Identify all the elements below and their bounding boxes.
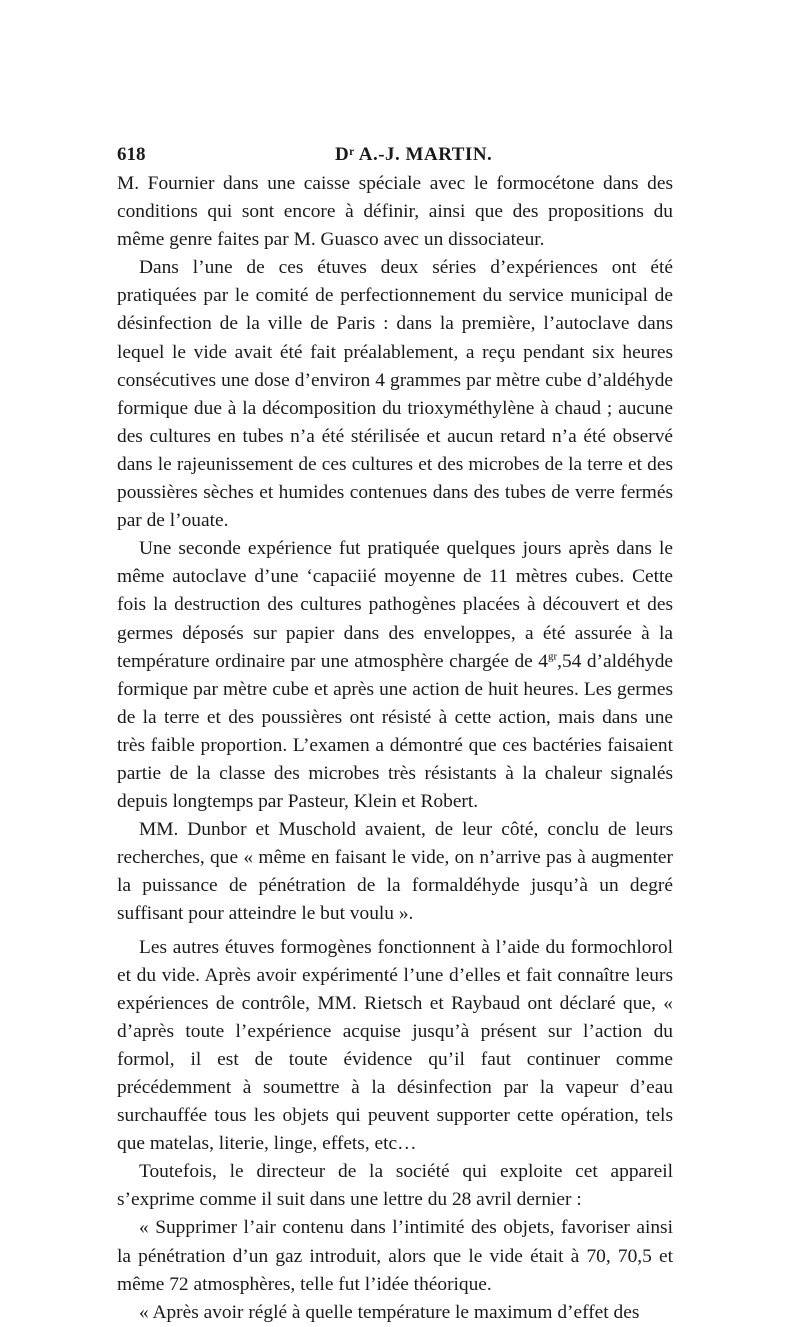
paragraph: Dans l’une de ces étuves deux séries d’expériences ont été pratiquées par le comité de perfectionnement du service municipal de désinfection de la ville de Paris : dans la première, l’autoclave dans lequel le vide avait été fait préalablement, a reçu pendant six heures consécutives une dose d’environ 4 grammes par mètre cube d’aldéhyde formique due à la décomposition du trioxyméthylène à chaud ; aucune des cultures en tubes n’a été stérilisée et aucun retard n’a été observé dans le rajeunissement de ces cultures et des microbes de la terre et des poussières sèches et humides contenues dans des tubes de verre fermés par de l’ouate. [117,257,673,532]
paragraph-text: Une seconde expérience fut pratiquée quelques jours après dans le même autoclave d’une ʻcapaciié moyenne de 11 mètres cubes. Cette fois la destruction des cultures pathogènes placées à découvert et des germes déposés sur papier dans des enveloppes, a été assurée à la température ordinaire par une atmosphère chargée de 4 [117,538,673,672]
paragraph: MM. Dunbor et Muschold avaient, de leur côté, conclu de leurs recherches, que « même en faisant le vide, on n’arrive pas à augmenter la puissance de pénétration de la formaldéhyde jusqu’à un degré suffisant pour atteindre le but voulu ». [117,819,673,925]
paragraph [117,535,673,816]
unit-superscript: gr [547,650,558,663]
paragraph: Les autres étuves formogènes fonctionnent à l’aide du formochlorol et du vide. Après avoir expérimenté l’une d’elles et fait connaître leurs expériences de contrôle, MM. Rietsch et Raybaud ont déclaré que, « d’après toute l’expérience acquise jusqu’à présent sur l’action du formol, il est de toute évidence qu’il faut continuer comme précédemment à soumettre à la désinfection par la vapeur d’eau surchauffée tous les objets qui peuvent supporter cette opération, tels que matelas, literie, linge, effets, etc… [117,936,673,1155]
body-text [117,170,673,1327]
paragraph-text: ,54 d’aldéhyde formique par mètre cube et après une action de huit heures. Les germes de la terre et des poussières ont résisté à cette action, mais dans une très faible proportion. L’examen a démontré que ces bactéries faisaient partie de la classe des microbes très résistants à la chaleur signalés depuis longtemps par Pasteur, Klein et Robert. [117,650,673,813]
running-head: Dʳ A.-J. MARTIN. [335,144,493,165]
paragraph: M. Fournier dans une caisse spéciale avec le formocétone dans des conditions qui sont encore à définir, ainsi que des propositions du même genre faites par M. Guasco avec un dissociateur. [117,173,673,251]
page-number: 618 [117,144,146,165]
page-header [117,140,673,170]
quoted-paragraph: « Après avoir réglé à quelle température le maximum d’effet des [139,1301,640,1323]
quoted-paragraph: « Supprimer l’air contenu dans l’intimité des objets, favoriser ainsi la pénétration d’un gaz introduit, alors que le vide était à 70, 70,5 et même 72 atmosphères, telle fut l’idée théorique. [117,1217,673,1295]
paragraph: Toutefois, le directeur de la société qui exploite cet appareil s’exprime comme il suit dans une lettre du 28 avril dernier : [117,1161,673,1211]
book-page [117,140,673,1323]
